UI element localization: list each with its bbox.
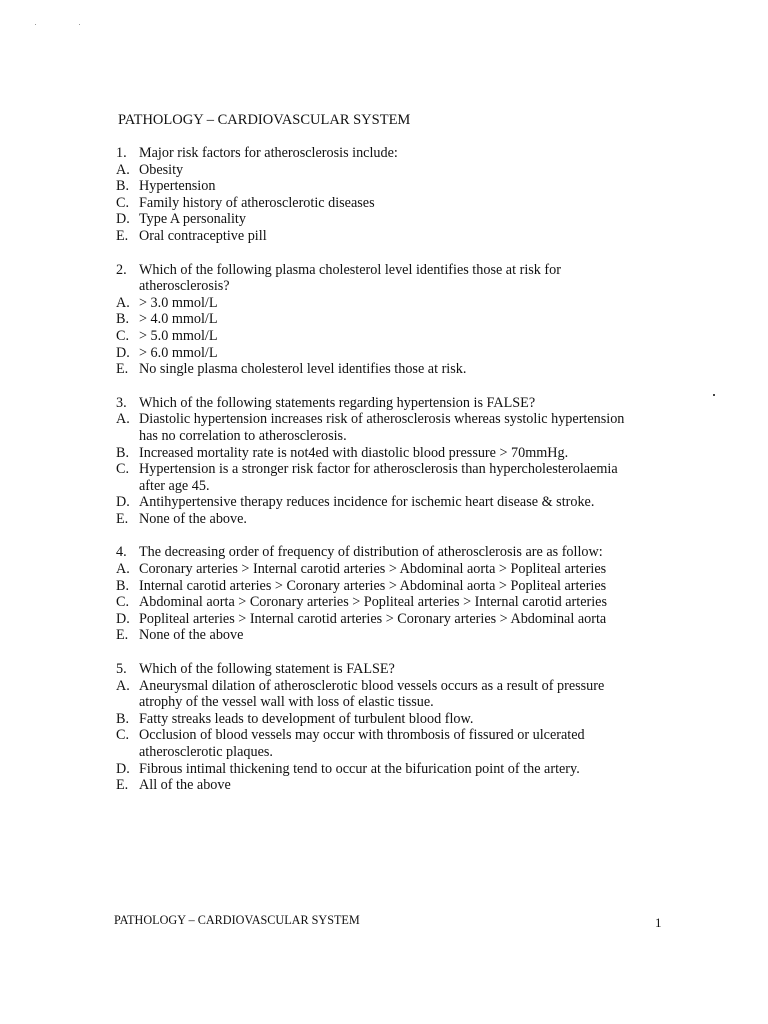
option-letter: E. <box>116 361 129 378</box>
question-number: 1. <box>116 145 127 161</box>
option-text: None of the above. <box>139 510 247 527</box>
option-text: > 3.0 mmol/L <box>139 294 218 311</box>
question-stem-continuation <box>116 278 676 295</box>
question-1 <box>116 145 676 245</box>
option-text: > 4.0 mmol/L <box>139 311 218 328</box>
scan-speck <box>79 24 80 25</box>
answer-option <box>116 678 676 695</box>
option-letter: B. <box>116 577 130 594</box>
option-letter: A. <box>116 677 130 694</box>
option-letter <box>116 428 139 445</box>
answer-option <box>116 228 676 245</box>
option-text: Hypertension is a stronger risk factor for atherosclerosis than hypercholesterolaemia <box>139 461 618 478</box>
question-stem <box>116 661 676 678</box>
answer-option <box>116 195 676 212</box>
option-letter: D. <box>116 211 130 228</box>
answer-option <box>116 761 676 778</box>
question-stem <box>116 145 676 162</box>
question-text: The decreasing order of frequency of distribution of atherosclerosis are as follow: <box>139 544 603 561</box>
option-text: Popliteal arteries > Internal carotid arteries > Coronary arteries > Abdominal aorta <box>139 610 607 627</box>
option-text: > 6.0 mmol/L <box>139 344 218 361</box>
option-letter: B. <box>116 710 130 727</box>
question-5 <box>116 661 676 794</box>
option-text: atrophy of the vessel wall with loss of elastic tissue. <box>139 694 434 711</box>
option-text: has no correlation to atherosclerosis. <box>139 427 347 444</box>
option-text: atherosclerotic plaques. <box>139 744 273 760</box>
option-text: Hypertension <box>139 178 216 195</box>
question-number: 3. <box>116 394 127 411</box>
option-text: Occlusion of blood vessels may occur with thrombosis of fissured or ulcerated <box>139 727 585 744</box>
option-text: All of the above <box>139 777 231 794</box>
option-letter: B. <box>116 444 130 461</box>
scan-speck <box>35 24 36 25</box>
answer-option-continuation <box>116 428 676 445</box>
option-letter: E. <box>116 227 129 244</box>
answer-option <box>116 561 676 578</box>
answer-option <box>116 711 676 728</box>
option-letter: C. <box>116 727 130 744</box>
question-stem <box>116 262 676 279</box>
answer-option <box>116 461 676 478</box>
answer-option <box>116 727 676 744</box>
option-text: Obesity <box>139 161 184 178</box>
answer-option <box>116 777 676 794</box>
option-letter: A. <box>116 411 130 428</box>
answer-option <box>116 611 676 628</box>
answer-option <box>116 211 676 228</box>
question-number <box>116 278 139 295</box>
question-text: atherosclerosis? <box>139 278 230 295</box>
answer-option <box>116 578 676 595</box>
option-letter: D. <box>116 760 130 777</box>
option-letter <box>116 694 139 711</box>
question-2 <box>116 262 676 378</box>
question-text: Which of the following statements regarding hypertension is FALSE? <box>139 394 536 411</box>
answer-option-continuation <box>116 478 676 495</box>
option-letter: D. <box>116 494 130 511</box>
answer-option <box>116 162 676 179</box>
answer-option <box>116 594 676 611</box>
option-letter: E. <box>116 510 129 527</box>
option-text: Fatty streaks leads to development of turbulent blood flow. <box>139 710 474 727</box>
answer-option-continuation <box>116 744 676 761</box>
question-text: Major risk factors for atherosclerosis include: <box>139 145 398 161</box>
option-text: Aneurysmal dilation of atherosclerotic blood vessels occurs as a result of pressure <box>139 677 605 694</box>
question-number: 4. <box>116 544 127 561</box>
option-letter: E. <box>116 777 129 794</box>
question-stem <box>116 395 676 412</box>
question-list <box>116 145 676 811</box>
document-title: PATHOLOGY – CARDIOVASCULAR SYSTEM <box>118 112 411 128</box>
answer-option <box>116 511 676 528</box>
option-text: No single plasma cholesterol level identifies those at risk. <box>139 361 467 378</box>
question-3 <box>116 395 676 528</box>
answer-option-continuation <box>116 694 676 711</box>
scan-speck <box>713 394 715 396</box>
answer-option <box>116 411 676 428</box>
question-4 <box>116 544 676 644</box>
option-text: Increased mortality rate is not4ed with diastolic blood pressure > 70mmHg. <box>139 444 569 461</box>
option-letter: D. <box>116 610 130 627</box>
question-text: Which of the following statement is FALSE? <box>139 661 395 678</box>
footer-title: PATHOLOGY – CARDIOVASCULAR SYSTEM <box>114 913 360 927</box>
option-text: None of the above <box>139 627 244 644</box>
option-letter: C. <box>116 327 130 344</box>
question-number: 5. <box>116 661 127 678</box>
option-letter <box>116 744 139 761</box>
answer-option <box>116 328 676 345</box>
option-letter <box>116 478 139 495</box>
question-text: Which of the following plasma cholesterol level identifies those at risk for <box>139 261 561 278</box>
option-text: after age 45. <box>139 477 210 494</box>
option-letter: C. <box>116 594 130 611</box>
option-letter: B. <box>116 311 130 328</box>
answer-option <box>116 178 676 195</box>
option-text: > 5.0 mmol/L <box>139 327 218 344</box>
page-number: 1 <box>655 915 662 930</box>
option-letter: C. <box>116 194 130 211</box>
option-text: Antihypertensive therapy reduces incidence for ischemic heart disease & stroke. <box>139 494 595 511</box>
answer-option <box>116 311 676 328</box>
answer-option <box>116 445 676 462</box>
option-text: Oral contraceptive pill <box>139 227 267 244</box>
option-text: Abdominal aorta > Coronary arteries > Popliteal arteries > Internal carotid arteries <box>139 594 607 611</box>
question-number: 2. <box>116 261 127 278</box>
option-letter: C. <box>116 461 130 478</box>
option-text: Coronary arteries > Internal carotid arteries > Abdominal aorta > Popliteal arteries <box>139 561 607 578</box>
answer-option <box>116 361 676 378</box>
option-letter: E. <box>116 627 129 644</box>
option-letter: D. <box>116 344 130 361</box>
answer-option <box>116 627 676 644</box>
option-text: Type A personality <box>139 211 246 228</box>
option-letter: A. <box>116 161 130 178</box>
option-text: Diastolic hypertension increases risk of atherosclerosis whereas systolic hypertension <box>139 411 625 428</box>
option-letter: A. <box>116 294 130 311</box>
answer-option <box>116 345 676 362</box>
answer-option <box>116 494 676 511</box>
option-letter: B. <box>116 178 130 195</box>
option-letter: A. <box>116 561 130 578</box>
option-text: Fibrous intimal thickening tend to occur at the bifurication point of the artery. <box>139 760 580 777</box>
answer-option <box>116 295 676 312</box>
option-text: Family history of atherosclerotic diseases <box>139 194 375 211</box>
question-stem <box>116 544 676 561</box>
option-text: Internal carotid arteries > Coronary arteries > Abdominal aorta > Popliteal arteries <box>139 577 607 594</box>
